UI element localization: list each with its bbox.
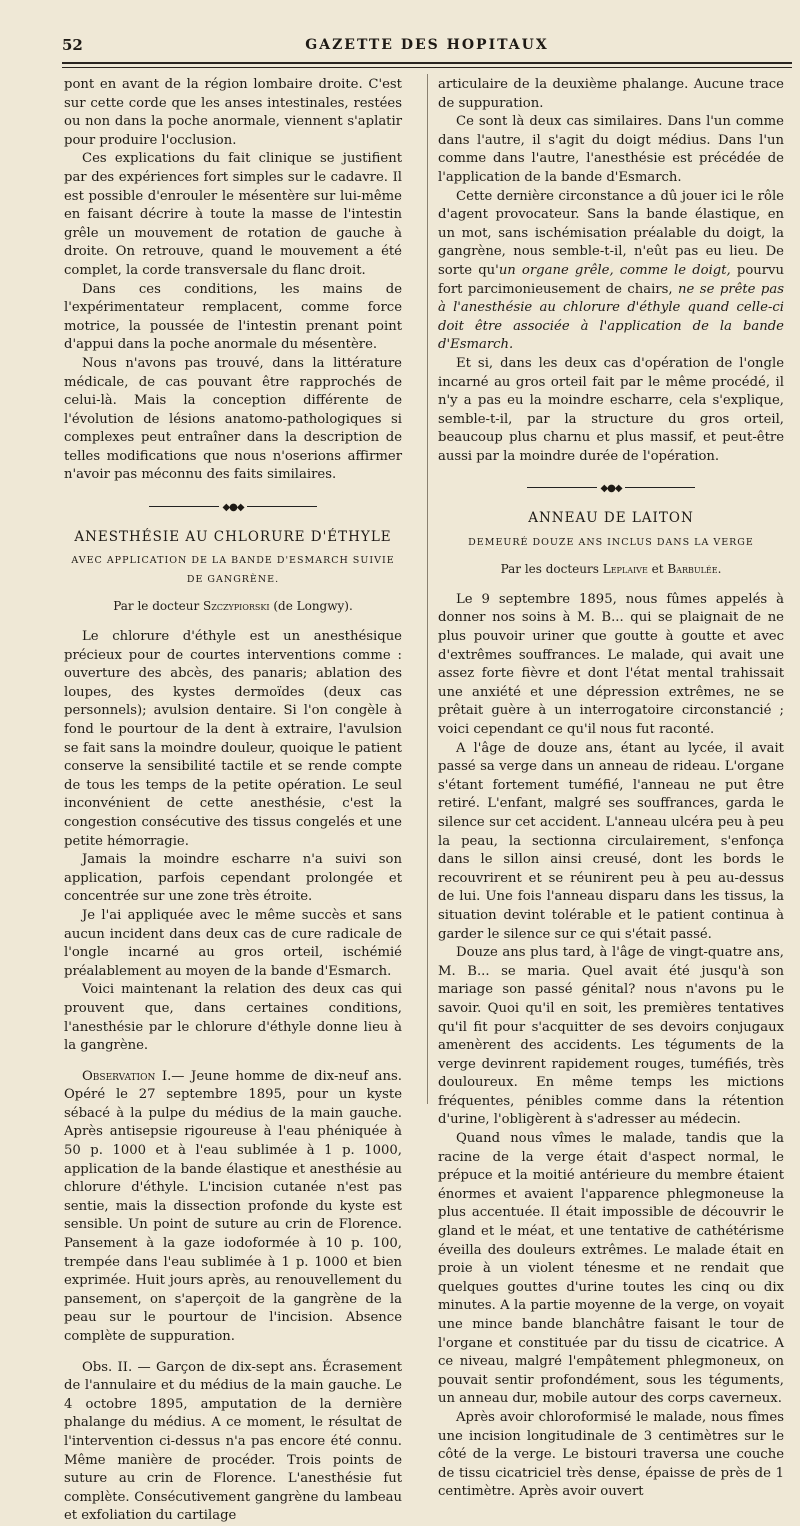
section-ornament: ◆●◆ <box>438 478 784 499</box>
section-ornament: ◆●◆ <box>64 497 402 518</box>
paragraph: articulaire de la deuxième phalange. Aucune trace de suppuration. <box>438 77 784 111</box>
paragraph: Et si, dans les deux cas d'opération de l'ongle incarné au gros orteil fait par le même procédé, il n'y a pas eu la moindre escharre, cela s'explique, semble-t-il, par la structure du gros orteil, beaucoup plus charnu et plus massif, et peut-être aussi par la moindre durée de l'opération. <box>438 355 784 464</box>
article-title: ANESTHÉSIE AU CHLORURE D'ÉTHYLE <box>74 528 392 545</box>
column-divider <box>427 74 428 1104</box>
header-rule-thin <box>62 67 792 68</box>
paragraph: Douze ans plus tard, à l'âge de vingt-quatre ans, M. B... se maria. Quel avait été jusqu'à son mariage son passé génital? nous n'avons pu le savoir. Quoi qu'il en soit, les premières tentatives qu'il fit pour s'acquitter de ses devoirs conjugaux amenèrent des accidents. Les téguments de la verge devinrent rapidement rouges, tuméfiés, très douloureux. En même temps les mictions fréquentes, pénibles comme dans la rétention d'urine, l'obligèrent à s'adresser au médecin. <box>438 945 784 1128</box>
paragraph: Dans ces conditions, les mains de l'expérimentateur remplacent, comme force motrice, la poussée de l'intestin prenant point d'appui dans la poche anormale du mésentère. <box>64 281 402 353</box>
paragraph: Quand nous vîmes le malade, tandis que la racine de la verge était d'aspect normal, le prépuce et la moitié antérieure du membre étaient énormes et avaient l'apparence phlegmoneuse la plus accentuée. Il était impossible de découvrir le gland et le méat, et une tentative de cathétérisme éveilla des douleurs extrêmes. Le malade était en proie à un violent ténesme et ne rendait que quelques gouttes d'urine toutes les cinq ou dix minutes. A la partie moyenne de la verge, on voyait une mince bande blanchâtre faisant le tour de l'organe et constituée par du tissu de cicatrice. A ce niveau, malgré l'empâtement phlegmoneux, on pouvait sentir profondément, sous les téguments, un anneau dur, mobile autour des corps caverneux. <box>438 1131 784 1407</box>
article-title: ANNEAU DE LAITON <box>528 510 694 527</box>
paragraph: Jamais la moindre escharre n'a suivi son application, parfois cependant prolongée et concentrée sur une zone très étroite. <box>64 852 402 905</box>
article-subtitle: DEMEURÉ DOUZE ANS INCLUS DANS LA VERGE <box>468 536 754 548</box>
observation-2: Obs. II. — Garçon de dix-sept ans. Écrasement de l'annulaire et du médius de la main gauche. Le 4 octobre 1895, amputation de la dernière phalange du médius. A ce moment, le résultat de l'intervention ci-dessus n'a pas encore été connu. Même manière de procéder. Trois points de suture au crin de Florence. L'anesthésie fut complète. Consécutivement gangrène du lambeau et exfoliation du cartilage <box>64 1359 402 1524</box>
article-subtitle: AVEC APPLICATION DE LA BANDE D'ESMARCH SUIVIE DE GANGRÈNE. <box>71 555 395 585</box>
paragraph: Le chlorure d'éthyle est un anesthésique précieux pour de courtes interventions comme : ouverture des abcès, des panaris; ablation des loupes, des kystes dermoïdes (deux cas personnels); avulsion dentaire. Si l'on congèle à fond le pourtour de la dent à extraire, l'avulsion se fait sans la moindre douleur, quoique le patient conserve la sensibilité tactile et se rende compte de tous les temps de la petite opération. Le seul inconvénient de cette anesthésie, c'est la congestion consécutive des tissus congelés et une petite hémorragie. <box>64 629 402 849</box>
page-number: 52 <box>62 36 83 54</box>
paragraph: Après avoir chloroformisé le malade, nous fîmes une incision longitudinale de 3 centimètres sur le côté de la verge. Le bistouri traversa une couche de tissu cicatriciel très dense, épaisse de près de 1 centimètre. Après avoir ouvert <box>438 1409 784 1500</box>
paragraph: Je l'ai appliquée avec le même succès et sans aucun incident dans deux cas de cure radicale de l'ongle incarné au gros orteil, ischémié préalablement au moyen de la bande d'Esmarch. <box>64 907 402 979</box>
article-author: Par les docteurs Leplaive et Barbulée. <box>500 562 722 577</box>
left-column <box>64 76 402 1526</box>
paragraph: Nous n'avons pas trouvé, dans la littérature médicale, de cas pouvant être rapprochés de celui-là. Mais la conception différente de l'évolution de lésions anatomo-pathologiques si complexes peut entraîner dans la description de telles modifications que nous n'oserions affirmer n'avoir pas méconnu des faits similaires. <box>64 355 402 483</box>
article-author: Par le docteur Szczypiorski (de Longwy). <box>113 599 353 614</box>
page-header <box>62 36 792 58</box>
paragraph: Ce sont là deux cas similaires. Dans l'un comme dans l'autre, il s'agit du doigt médius. Dans l'un comme dans l'autre, l'anesthésie est précédée de l'application de la bande d'Esmarch. <box>438 114 784 185</box>
journal-title: GAZETTE DES HOPITAUX <box>305 37 549 53</box>
paragraph: Voici maintenant la relation des deux cas qui prouvent que, dans certaines conditions, l'anesthésie par le chlorure d'éthyle donne lieu à la gangrène. <box>64 982 402 1054</box>
paragraph: A l'âge de douze ans, étant au lycée, il avait passé sa verge dans un anneau de rideau. L'organe s'étant fortement tuméfié, l'anneau ne put être retiré. L'enfant, malgré ses souffrances, garda le silence sur cet accident. L'anneau ulcéra peu à peu la peau, la sectionna circulairement, s'enfonça dans le sillon ainsi creusé, dont les bords le recouvrirent et se réunirent peu à peu au-dessus de lui. Une fois l'anneau disparu dans les tissus, la situation devint tolérable et le patient continua à garder le silence sur ce qui s'était passé. <box>438 740 784 942</box>
observation-1: Observation I.— Jeune homme de dix-neuf ans. Opéré le 27 septembre 1895, pour un kyste sébacé à la pulpe du médius de la main gauche. Après antisepsie rigoureuse à l'eau phéniquée à 50 p. 1000 et à l'eau sublimée à 1 p. 1000, application de la bande élastique et anesthésie au chlorure d'éthyle. L'incision cutanée n'est pas sentie, mais la dissection profonde du kyste est sensible. Un point de suture au crin de Florence. Pansement à la gaze iodoformée à 10 p. 100, trempée dans l'eau sublimée à 1 p. 1000 et bien exprimée. Huit jours après, au renouvellement du pansement, on s'aperçoit de la gangrène de la peau sur le pourtour de l'incision. Absence complète de suppuration. <box>64 1068 402 1344</box>
paragraph: Ces explications du fait clinique se justifient par des expériences fort simples sur le cadavre. Il est possible d'enrouler le mésentère sur lui-même en faisant décrire à toute la masse de l'intestin grêle un mouvement de rotation de gauche à droite. On retrouve, quand le mouvement a été complet, la corde transversale du flanc droit. <box>64 151 402 278</box>
header-rule-thick <box>62 62 792 64</box>
paragraph: Le 9 septembre 1895, nous fûmes appelés à donner nos soins à M. B... qui se plaignait de ne plus pouvoir uriner que goutte à goutte et avec d'extrêmes souffrances. Le malade, qui avait une assez forte fièvre et dont l'état mental trahissait une anxiété et une dépression extrêmes, ne se prêtait guère à un interrogatoire circonstancié ; voici cependant ce qu'il nous fut raconté. <box>438 591 784 737</box>
paragraph: Cette dernière circonstance a dû jouer ici le rôle d'agent provocateur. Sans la bande élastique, en un mot, sans ischémisation préalable du doigt, la gangrène, nous semble-t-il, n'eût pas eu lieu. De sorte qu'un organe grêle, comme le doigt, pourvu fort parcimonieusement de chairs, ne se prête pas à l'anesthésie au chlorure d'éthyle quand celle-ci doit être associée à l'application de la bande d'Esmarch. <box>438 188 785 353</box>
right-column <box>438 76 784 1502</box>
paragraph: pont en avant de la région lombaire droite. C'est sur cette corde que les anses intestinales, restées ou non dans la poche anormale, viennent s'aplatir pour produire l'occlusion. <box>64 77 402 148</box>
